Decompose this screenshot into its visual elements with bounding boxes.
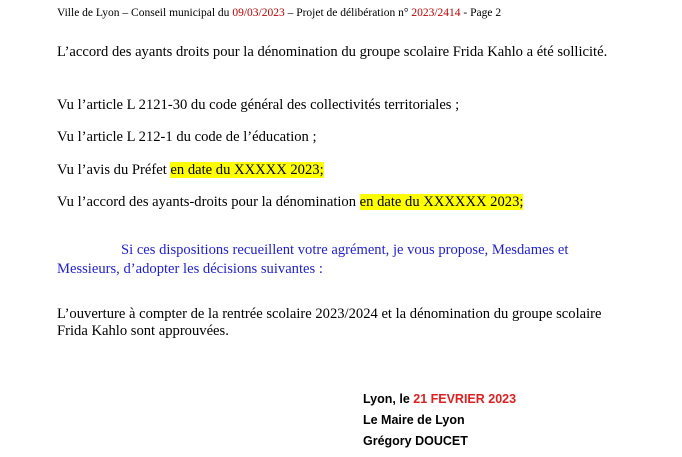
header-prefix: Ville de Lyon – Conseil municipal du — [57, 7, 233, 19]
signature-date: 21 FEVRIER 2023 — [413, 392, 517, 406]
header-deliberation-number: 2023/2414 — [411, 7, 461, 19]
signature-place: Lyon, le — [363, 392, 414, 406]
vu-article-212: Vu l’article L 212-1 du code de l’éducation ; — [57, 129, 317, 145]
vu-accord-text: Vu l’accord des ayants-droits pour la dénomination — [57, 194, 360, 210]
proposal-paragraph — [57, 241, 627, 279]
proposal-text: Si ces dispositions recueillent votre agrément, je vous propose, Mesdames et Messieurs, d’adopter les décisions suivantes : — [57, 242, 569, 277]
vu-accord-ayants-droits — [57, 194, 523, 211]
accord-paragraph: L’accord des ayants droits pour la dénomination du groupe scolaire Frida Kahlo a été sollicité. — [57, 44, 608, 60]
vu-accord-highlight: en date du XXXXXX 2023; — [359, 194, 524, 210]
decision-paragraph: L’ouverture à compter de la rentrée scolaire 2023/2024 et la dénomination du groupe scolaire Frida Kahlo sont approuvées. — [57, 306, 602, 339]
vu-avis-text: Vu l’avis du Préfet — [57, 162, 171, 178]
signature-name: Grégory DOUCET — [363, 434, 468, 448]
signature-place-date — [363, 392, 516, 406]
header-middle: – Projet de délibération n° — [284, 7, 412, 19]
header-page: - Page 2 — [460, 7, 502, 19]
page-header — [57, 7, 501, 19]
vu-avis-highlight: en date du XXXXX 2023; — [170, 162, 324, 178]
vu-article-2121: Vu l’article L 2121-30 du code général des collectivités territoriales ; — [57, 97, 460, 113]
signature-title: Le Maire de Lyon — [363, 413, 465, 427]
vu-avis-prefet — [57, 162, 324, 179]
header-council-date: 09/03/2023 — [232, 7, 285, 19]
